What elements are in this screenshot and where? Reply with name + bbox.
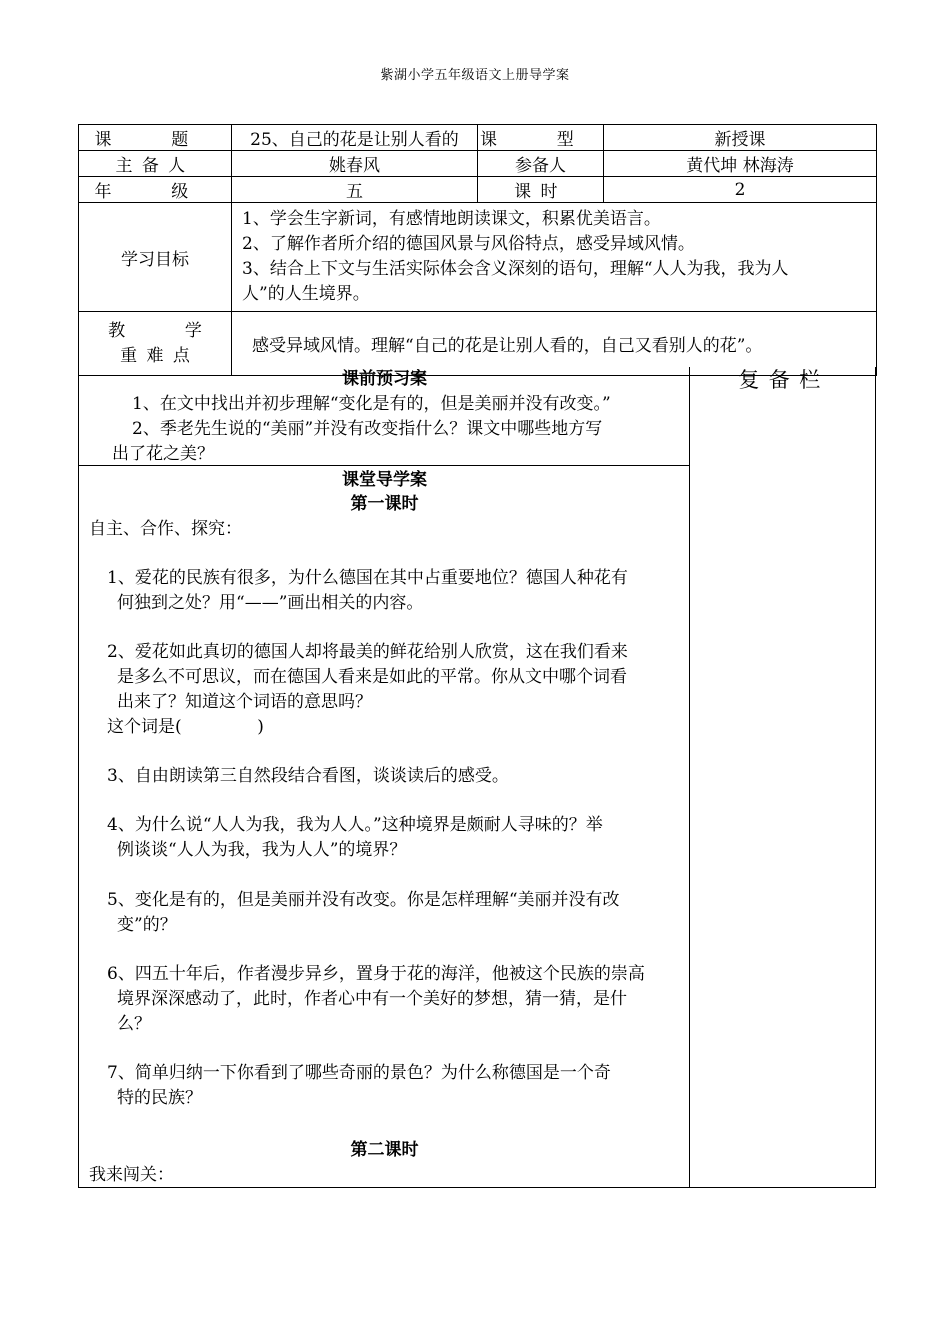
objectives-cell (232, 203, 877, 312)
type-value: 新授课 (604, 125, 877, 151)
question-2-cont: 出来了？知道这个词语的意思吗？ (117, 692, 372, 712)
co-preparer-value: 黄代坤 林海涛 (604, 151, 877, 177)
objective-line: 1、学会生字新词，有感情地朗读课文，积累优美语言。 (242, 209, 661, 229)
question-4: 4、为什么说“人人为我，我为人人。”这种境界是颇耐人寻味的？举 (107, 815, 603, 835)
preview-item-2-cont: 出了花之美？ (112, 444, 214, 464)
lesson-body (78, 367, 876, 1188)
type-label: 课 型 (478, 125, 604, 151)
grade-value: 五 (232, 177, 478, 203)
key-label-line-1: 教 学 (108, 320, 230, 341)
question-7: 7、简单归纳一下你看到了哪些奇丽的景色？为什么称德国是一个奇 (107, 1063, 611, 1083)
question-6-cont: 境界深深感动了，此时，作者心中有一个美好的梦想，猜一猜，是什 (117, 989, 627, 1009)
co-preparer-label: 参备人 (478, 151, 604, 177)
question-7-cont: 特的民族？ (117, 1088, 202, 1108)
lesson2-title: 第二课时 (350, 1140, 419, 1160)
question-3: 3、自由朗读第三自然段结合看图，谈谈读后的感受。 (107, 766, 509, 786)
key-points-value: 感受异域风情。理解“自己的花是让别人看的，自己又看别人的花”。 (232, 312, 877, 376)
objective-line: 2、了解作者所介绍的德国风景与风俗特点，感受异域风情。 (242, 234, 695, 254)
hours-label: 课时 (478, 177, 604, 203)
preparer-value: 姚春风 (232, 151, 478, 177)
preview-title: 课前预习案 (342, 369, 427, 389)
classroom-title: 课堂导学案 (342, 470, 427, 490)
question-4-cont: 例谈谈“人人为我，我为人人”的境界？ (117, 840, 407, 860)
preview-item-1: 1、在文中找出并初步理解“变化是有的，但是美丽并没有改变。” (132, 394, 611, 414)
page-header: 紫湖小学五年级语文上册导学案 (380, 68, 570, 83)
grade-label: 年 级 (79, 177, 232, 203)
key-points-label (79, 312, 232, 376)
question-1: 1、爱花的民族有很多，为什么德国在其中占重要地位？德国人种花有 (107, 568, 628, 588)
question-5-cont: 变”的？ (117, 915, 177, 935)
question-1-cont: 何独到之处？用“——”画出相关的内容。 (117, 593, 424, 613)
question-6: 6、四五十年后，作者漫步异乡，置身于花的海洋，他被这个民族的崇高 (107, 964, 645, 984)
hours-value: 2 (604, 177, 877, 203)
objective-line: 人”的人生境界。 (242, 284, 370, 304)
intro-text: 自主、合作、探究： (89, 519, 242, 539)
objective-line: 3、结合上下文与生活实际体会含义深刻的语句，理解“人人为我，我为人 (242, 259, 789, 279)
question-5: 5、变化是有的，但是美丽并没有改变。你是怎样理解“美丽并没有改 (107, 890, 620, 910)
preview-item-2: 2、季老先生说的“美丽”并没有改变指什么？课文中哪些地方写 (132, 419, 603, 439)
lesson-info-table (78, 124, 877, 376)
challenge-label: 我来闯关： (89, 1165, 174, 1185)
question-2-cont: 是多么不可思议，而在德国人看来是如此的平常。你从文中哪个词看 (117, 667, 627, 687)
preparer-label: 主备人 (79, 151, 232, 177)
question-2: 2、爱花如此真切的德国人却将最美的鲜花给别人欣赏，这在我们看来 (107, 642, 628, 662)
topic-value: 25、自己的花是让别人看的 (232, 125, 478, 151)
question-6-cont: 么？ (117, 1014, 151, 1034)
question-2-blank: 这个词是( ) (107, 717, 264, 737)
lesson1-title: 第一课时 (350, 494, 419, 514)
key-label-line-2: 重难点 (120, 345, 200, 366)
topic-label: 课 题 (79, 125, 232, 151)
objectives-label: 学习目标 (79, 203, 232, 312)
review-column-title: 复备栏 (738, 368, 830, 392)
